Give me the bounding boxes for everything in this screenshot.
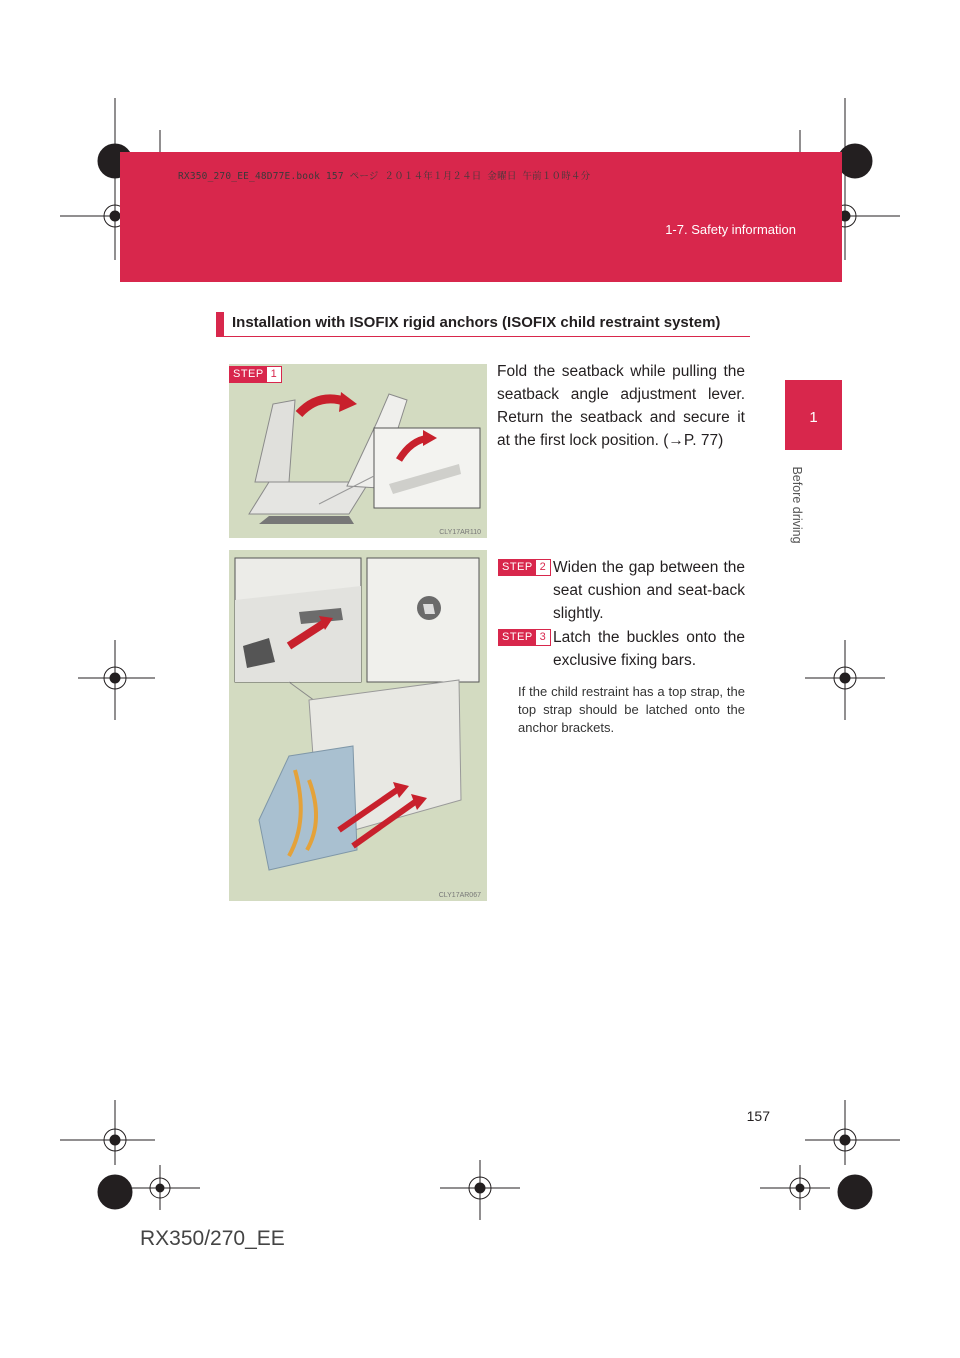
print-mark: RX350_270_EE_48D77E.book 157 ページ ２０１４年１月２４日 金曜日 午前１０時４分 bbox=[178, 171, 591, 182]
step-3-text: Latch the buckles onto the exclusive fixing bars. bbox=[553, 629, 745, 669]
step-badge-3 bbox=[498, 629, 551, 646]
section-title: 1-7. Safety information bbox=[665, 222, 796, 237]
seat-fold-illustration bbox=[229, 364, 487, 538]
chapter-number: 1 bbox=[809, 409, 818, 426]
figure-isofix-install bbox=[229, 550, 487, 901]
footer-model-code: RX350/270_EE bbox=[140, 1227, 285, 1250]
figure-seat-fold bbox=[229, 364, 487, 538]
step-number: 1 bbox=[267, 367, 281, 382]
section-heading: Installation with ISOFIX rigid anchors (ISOFIX child restraint system) bbox=[232, 314, 721, 331]
chapter-label-text: Before driving bbox=[790, 466, 804, 544]
isofix-illustration bbox=[229, 550, 487, 901]
step-number: 2 bbox=[536, 560, 550, 575]
figure-code: CLY17AR067 bbox=[438, 892, 481, 899]
step-badge-1 bbox=[229, 366, 282, 383]
step-1-text: Fold the seatback while pulling the seatback angle adjustment lever. Return the seatback and secure it at the first lock position. (→P. 77) bbox=[497, 363, 745, 449]
page-number: 157 bbox=[746, 1108, 770, 1124]
step-badge-2 bbox=[498, 559, 551, 576]
step-label: STEP bbox=[499, 560, 536, 575]
step-number: 3 bbox=[536, 630, 550, 645]
step-label: STEP bbox=[230, 367, 267, 382]
figure-code: CLY17AR110 bbox=[439, 529, 481, 536]
chapter-side-label bbox=[785, 455, 809, 555]
step-2-text: Widen the gap between the seat cushion and seat-back slightly. bbox=[553, 559, 745, 622]
step-label: STEP bbox=[499, 630, 536, 645]
note-text: If the child restraint has a top strap, the top strap should be latched onto the anchor brackets. bbox=[518, 684, 745, 735]
heading-marker bbox=[216, 312, 224, 336]
